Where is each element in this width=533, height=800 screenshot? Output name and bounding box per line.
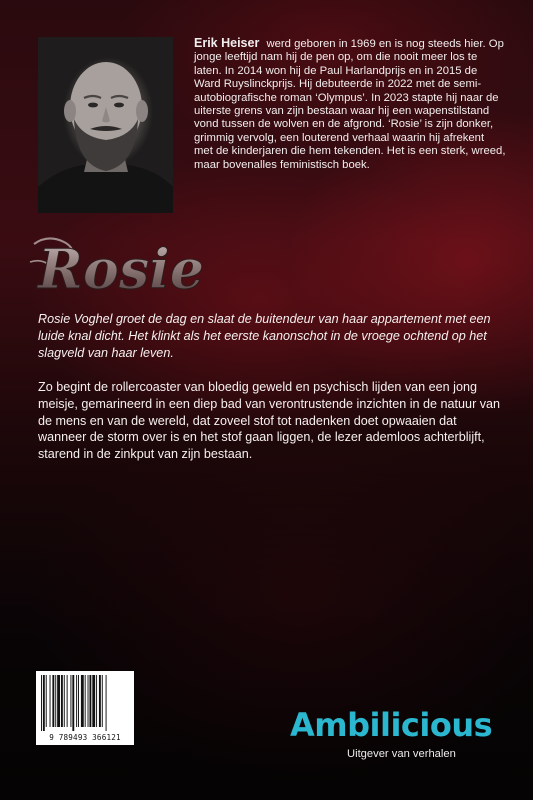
author-bio [194,37,506,172]
book-blurb: Zo begint de rollercoaster van bloedig geweld en psychisch lijden van een jong meisje, gemarineerd in een diep bad van verontrustende inzichten in de natuur van de mens en van de wereld, dat zoveel stof tot nadenken doet opwaaien dat wanneer de storm over is en het stof gaan liggen, de lezer ademloos achterblijft, starend in de zinkput van zijn bestaan. [38,380,501,462]
publisher-tagline: Uitgever van verhalen [347,748,456,760]
isbn-barcode [36,671,134,745]
book-synopsis: Rosie Voghel groet de dag en slaat de buitendeur van haar appartement met een luide knal dicht. Het klinkt als het eerste kanonschot in de vroege ochtend op het slagveld van haar leven. [38,312,491,360]
book-title-logo [28,232,208,302]
author-name: Erik Heiser [194,36,260,50]
author-photo [38,37,173,213]
isbn-digits: 9 789493 366121 [49,733,121,742]
svg-text:Rosie: Rosie [38,237,205,301]
author-bio-text: werd geboren in 1969 en is nog steeds hier. Op jonge leeftijd nam hij de pen op, om die nooit meer los te laten. In 2014 won hij de Paul Harlandprijs en in 2015 de Ward Ruyslinckprijs. Hij debuteerde in 2022 met de semi-autobiografische roman ‘Olympus’. In 2023 stapte hij naar de uiterste grens van zijn bestaan waar hij een wapenstilstand vond tussen de wolven en de afgrond. ‘Rosie’ is zijn donker, grimmig vervolg, een louterend verhaal waarin hij afrekent met de kinderjaren die hem tekenden. Het is een sterk, wreed, maar bovenalles feministisch boek. [194,38,506,171]
publisher-logo: Ambilicious [290,706,493,744]
